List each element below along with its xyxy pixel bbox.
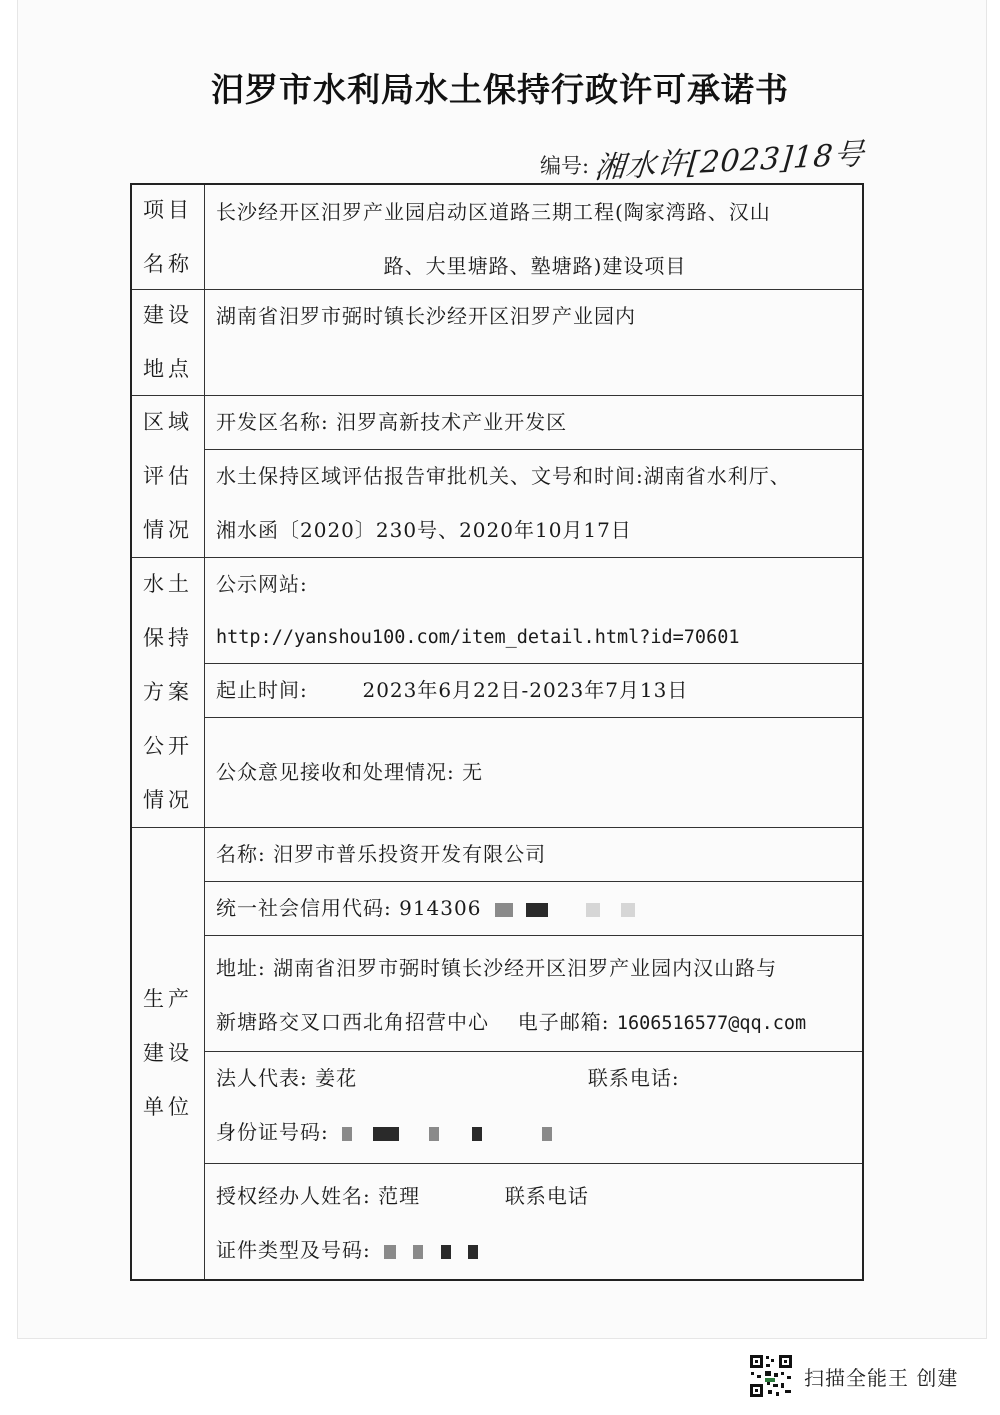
website-label: 公示网站: (216, 572, 308, 596)
redaction-mark (413, 1245, 423, 1259)
redaction-mark (586, 903, 600, 917)
unit-name: 名称: 汨罗市普乐投资开发有限公司 (216, 842, 547, 866)
period-label: 起止时间: (216, 678, 308, 702)
publicity-label: 水土 保持 方案 公开 情况 (143, 572, 193, 812)
location-value: 湖南省汨罗市弼时镇长沙经开区汨罗产业园内 (216, 304, 636, 328)
scanner-watermark (748, 1353, 958, 1399)
agent-phone-label: 联系电话 (504, 1184, 589, 1208)
credit-code-label: 统一社会信用代码: (216, 896, 392, 920)
regional-assessment-label: 区域 评估 情况 (143, 410, 193, 542)
agent-name: 授权经办人姓名: 范理 (216, 1184, 421, 1208)
redaction-mark (441, 1245, 451, 1259)
number-label: 编号: (540, 154, 590, 178)
redaction-mark (373, 1127, 399, 1141)
legal-representative (216, 1051, 854, 1159)
redaction-mark (384, 1245, 396, 1259)
legal-phone-label: 联系电话: (587, 1066, 680, 1090)
website-url: http://yanshou100.com/item_detail.html?id=70601 (216, 627, 740, 648)
authorized-agent (216, 1169, 854, 1277)
credit-code (216, 881, 854, 935)
credit-code-value: 914306 (399, 896, 482, 920)
doc-type-label: 证件类型及号码: (216, 1238, 371, 1262)
redaction-mark (495, 903, 513, 917)
commitment-form-table (130, 183, 864, 1281)
project-name-label: 项目 名称 (143, 198, 193, 276)
unit-label: 生产 建设 单位 (143, 987, 193, 1119)
legal-rep-name: 法人代表: 姜花 (216, 1066, 358, 1090)
approval-info: 水土保持区域评估报告审批机关、文号和时间:湖南省水利厅、 湘水函〔2020〕230号、2020年10月17日 (216, 464, 791, 542)
id-label: 身份证号码: (216, 1120, 329, 1144)
document-number (540, 136, 867, 187)
scanner-app-text: 扫描全能王 创建 (804, 1365, 959, 1390)
public-feedback: 公众意见接收和处理情况: 无 (216, 760, 484, 784)
redaction-mark (468, 1245, 478, 1259)
redaction-mark (472, 1127, 482, 1141)
publicity-website (216, 557, 854, 665)
zone-name: 开发区名称: 汨罗高新技术产业开发区 (216, 410, 568, 434)
redaction-mark (429, 1127, 439, 1141)
period-value: 2023年6月22日-2023年7月13日 (362, 678, 689, 702)
document-title: 汨罗市水利局水土保持行政许可承诺书 (211, 70, 789, 109)
email-label: 电子邮箱: (517, 1010, 610, 1034)
redaction-mark (526, 903, 548, 917)
email-value: 1606516577@qq.com (616, 1013, 807, 1034)
qr-code-icon (748, 1353, 794, 1399)
unit-address: 地址: 湖南省汨罗市弼时镇长沙经开区汨罗产业园内汉山路与 新塘路交叉口西北角招营中心 电子邮箱: 1606516577@qq.com (216, 956, 807, 1034)
number-value: 湘水许[2023]18号 (593, 136, 867, 187)
project-name-value: 长沙经开区汨罗产业园启动区道路三期工程(陶家湾路、汉山 路、大里塘路、塾塘路)建设项目 (216, 200, 771, 278)
location-label: 建设 地点 (143, 303, 193, 381)
redaction-mark (621, 903, 635, 917)
redaction-mark (342, 1127, 352, 1141)
redaction-mark (542, 1127, 552, 1141)
publicity-period (216, 663, 854, 717)
